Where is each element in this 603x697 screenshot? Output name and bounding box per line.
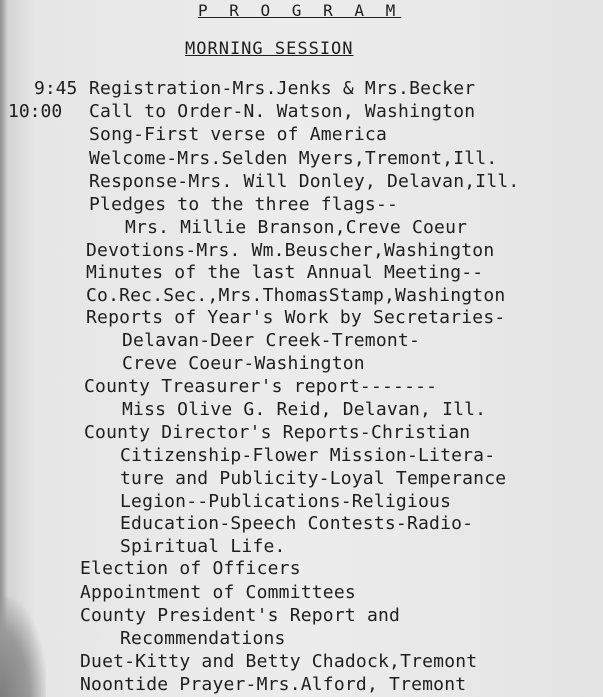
program-line: Mrs. Millie Branson,Creve Coeur [125, 217, 468, 238]
program-line: Appointment of Committees [80, 582, 356, 603]
program-line: Delavan-Deer Creek-Tremont- [122, 330, 420, 351]
session-heading: MORNING SESSION [185, 39, 354, 59]
program-line: County Director's Reports-Christian [84, 422, 471, 443]
program-line: Noontide Prayer-Mrs.Alford, Tremont [80, 674, 467, 695]
program-line: Song-First verse of America [89, 124, 387, 145]
program-line: Citizenship-Flower Mission-Litera- [120, 445, 496, 466]
program-line: Legion--Publications-Religious [120, 491, 452, 512]
program-line: Minutes of the last Annual Meeting-- [86, 262, 484, 283]
program-line: Education-Speech Contests-Radio- [120, 513, 474, 534]
page-edge-shadow [0, 0, 8, 697]
program-line: Registration-Mrs.Jenks & Mrs.Becker [89, 78, 476, 99]
program-line: Response-Mrs. Will Donley, Delavan,Ill. [89, 171, 520, 192]
program-title: P R O G R A M [198, 1, 402, 20]
program-line: Reports of Year's Work by Secretaries- [86, 307, 506, 328]
program-line: Co.Rec.Sec.,Mrs.ThomasStamp,Washington [86, 285, 506, 306]
program-line: Pledges to the three flags-- [89, 194, 399, 215]
program-line: ture and Publicity-Loyal Temperance [120, 468, 507, 489]
program-line: Call to Order-N. Watson, Washington [89, 101, 476, 122]
program-line: Creve Coeur-Washington [122, 353, 365, 374]
program-line: Election of Officers [80, 558, 301, 579]
program-line: Devotions-Mrs. Wm.Beuscher,Washington [86, 240, 495, 261]
program-line: County Treasurer's report------- [84, 376, 438, 397]
program-line: Duet-Kitty and Betty Chadock,Tremont [80, 651, 478, 672]
time-1000: 10:00 [8, 101, 63, 122]
program-line: Welcome-Mrs.Selden Myers,Tremont,Ill. [89, 148, 498, 169]
time-945: 9:45 [34, 78, 78, 99]
torn-corner [0, 597, 46, 697]
program-line: Miss Olive G. Reid, Delavan, Ill. [122, 399, 487, 420]
program-line: County President's Report and [80, 605, 401, 626]
program-line: Spiritual Life. [120, 536, 286, 557]
program-line: Recommendations [120, 628, 286, 649]
